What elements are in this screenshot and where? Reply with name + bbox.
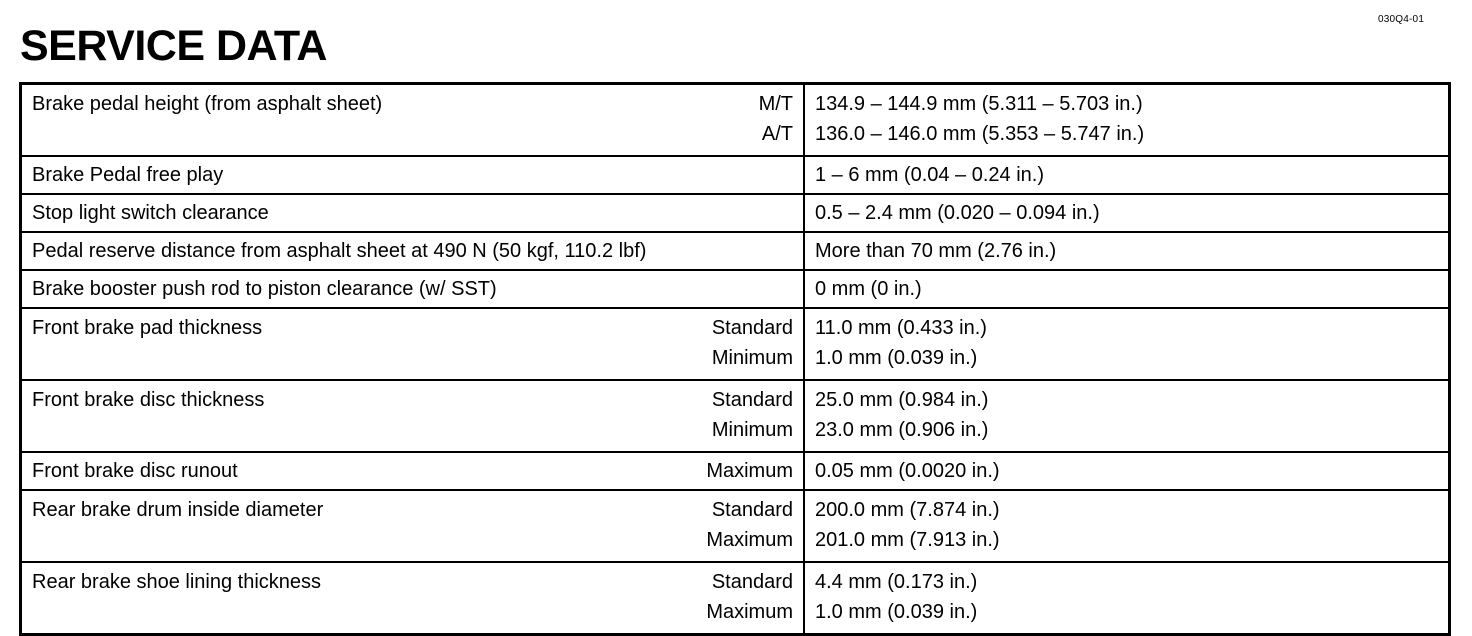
item-label: Rear brake drum inside diameter (32, 499, 324, 521)
condition-label: M/T (758, 93, 793, 115)
item-cell-content (32, 195, 803, 231)
condition-label: Maximum (706, 601, 793, 623)
value-cell (804, 84, 1450, 157)
item-label: Stop light switch clearance (32, 202, 269, 224)
spec-value: 0.5 – 2.4 mm (0.020 – 0.094 in.) (815, 202, 1100, 224)
value-cell (804, 156, 1450, 194)
item-cell (21, 232, 805, 270)
condition-list (706, 495, 803, 555)
item-label: Pedal reserve distance from asphalt sheet at 490 N (50 kgf, 110.2 lbf) (32, 240, 647, 262)
condition-list (793, 157, 803, 193)
condition-label: Standard (711, 571, 793, 593)
item-cell (21, 156, 805, 194)
spec-value: 134.9 – 144.9 mm (5.311 – 5.703 in.) (815, 93, 1143, 115)
spec-value: 1 – 6 mm (0.04 – 0.24 in.) (815, 164, 1045, 186)
spec-value: 4.4 mm (0.173 in.) (815, 571, 978, 593)
item-label: Rear brake shoe lining thickness (32, 571, 322, 593)
table-row (21, 452, 1450, 490)
condition-label: Standard (711, 317, 793, 339)
condition-list (793, 233, 803, 269)
condition-list (759, 89, 803, 149)
item-cell (21, 452, 805, 490)
value-cell (804, 380, 1450, 452)
condition-list (793, 195, 803, 231)
value-cell (804, 308, 1450, 380)
item-cell-content (32, 453, 803, 489)
condition-label: Standard (711, 389, 793, 411)
condition-label: Minimum (711, 419, 793, 441)
item-label: Brake Pedal free play (32, 164, 224, 186)
item-cell (21, 490, 805, 562)
value-cell (804, 270, 1450, 308)
spec-value: 11.0 mm (0.433 in.) (815, 317, 987, 339)
item-cell-content (32, 233, 803, 269)
table-row (21, 156, 1450, 194)
item-cell (21, 380, 805, 452)
table-row (21, 490, 1450, 562)
table-row (21, 380, 1450, 452)
condition-label: A/T (761, 123, 793, 145)
item-label: Front brake pad thickness (32, 317, 263, 339)
spec-value: 25.0 mm (0.984 in.) (815, 389, 989, 411)
condition-label: Maximum (706, 529, 793, 551)
item-label: Front brake disc thickness (32, 389, 265, 411)
table-row (21, 232, 1450, 270)
condition-label: Maximum (706, 460, 793, 482)
condition-list (712, 385, 803, 445)
condition-list (712, 313, 803, 373)
service-data-table-body (21, 84, 1450, 635)
condition-label: Standard (711, 499, 793, 521)
item-cell-content (32, 567, 803, 627)
condition-list (706, 453, 803, 489)
table-row (21, 270, 1450, 308)
item-cell (21, 270, 805, 308)
spec-value: More than 70 mm (2.76 in.) (815, 240, 1057, 262)
condition-list (793, 271, 803, 307)
table-row (21, 194, 1450, 232)
value-cell (804, 194, 1450, 232)
spec-value: 0 mm (0 in.) (815, 278, 922, 300)
condition-list (706, 567, 803, 627)
table-row (21, 308, 1450, 380)
item-cell-content (32, 89, 803, 149)
item-cell-content (32, 495, 803, 555)
spec-value: 1.0 mm (0.039 in.) (815, 601, 978, 623)
spec-value: 23.0 mm (0.906 in.) (815, 419, 989, 441)
service-data-table (19, 82, 1451, 636)
spec-value: 1.0 mm (0.039 in.) (815, 347, 978, 369)
item-cell (21, 308, 805, 380)
value-cell (804, 452, 1450, 490)
spec-value: 200.0 mm (7.874 in.) (815, 499, 1000, 521)
item-cell-content (32, 157, 803, 193)
item-label: Brake booster push rod to piston clearance (w/ SST) (32, 278, 497, 300)
spec-value: 136.0 – 146.0 mm (5.353 – 5.747 in.) (815, 123, 1145, 145)
item-label: Front brake disc runout (32, 460, 238, 482)
item-cell-content (32, 385, 803, 445)
item-cell (21, 194, 805, 232)
item-label: Brake pedal height (from asphalt sheet) (32, 93, 383, 115)
spec-value: 201.0 mm (7.913 in.) (815, 529, 1000, 551)
item-cell (21, 84, 805, 157)
item-cell-content (32, 271, 803, 307)
page-title: SERVICE DATA (20, 22, 327, 70)
item-cell-content (32, 313, 803, 373)
spec-value: 0.05 mm (0.0020 in.) (815, 460, 1000, 482)
document-code: 030Q4-01 (1378, 14, 1425, 25)
value-cell (804, 232, 1450, 270)
table-row (21, 84, 1450, 157)
value-cell (804, 490, 1450, 562)
condition-label: Minimum (711, 347, 793, 369)
